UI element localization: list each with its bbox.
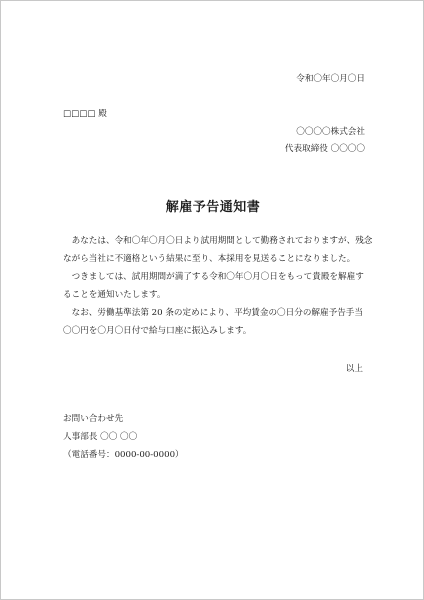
sender-representative: 代表取締役 〇〇〇〇 xyxy=(284,144,365,154)
body-line: ながら当社に不適格という結果に至り、本採用を見送ることになりました。 xyxy=(63,254,356,264)
sender-company: 〇〇〇〇株式会社 xyxy=(296,127,365,137)
recipient-name: □□□□ 殿 xyxy=(63,109,107,119)
body-line: ることを通知いたします。 xyxy=(63,290,166,300)
document-date: 令和〇年〇月〇日 xyxy=(296,74,365,84)
document-title: 解雇予告通知書 xyxy=(165,200,261,215)
body-line: 〇〇円を〇月〇日付で給与口座に振込みします。 xyxy=(63,326,252,336)
body-line: なお、労働基準法第 20 条の定めにより、平均賃金の〇日分の解雇予告手当 xyxy=(63,308,363,318)
closing-text: 以上 xyxy=(345,364,363,374)
contact-label: お問い合わせ先 xyxy=(63,414,124,424)
body-line: あなたは、令和〇年〇月〇日より試用期間として勤務されておりますが、残念 xyxy=(63,236,373,246)
contact-person: 人事部長 〇〇 〇〇 xyxy=(63,432,138,442)
contact-phone: （電話番号：0000-00-0000） xyxy=(63,450,184,460)
body-line: つきましては、試用期間が満了する令和〇年〇月〇日をもって貴殿を解雇す xyxy=(63,272,364,282)
